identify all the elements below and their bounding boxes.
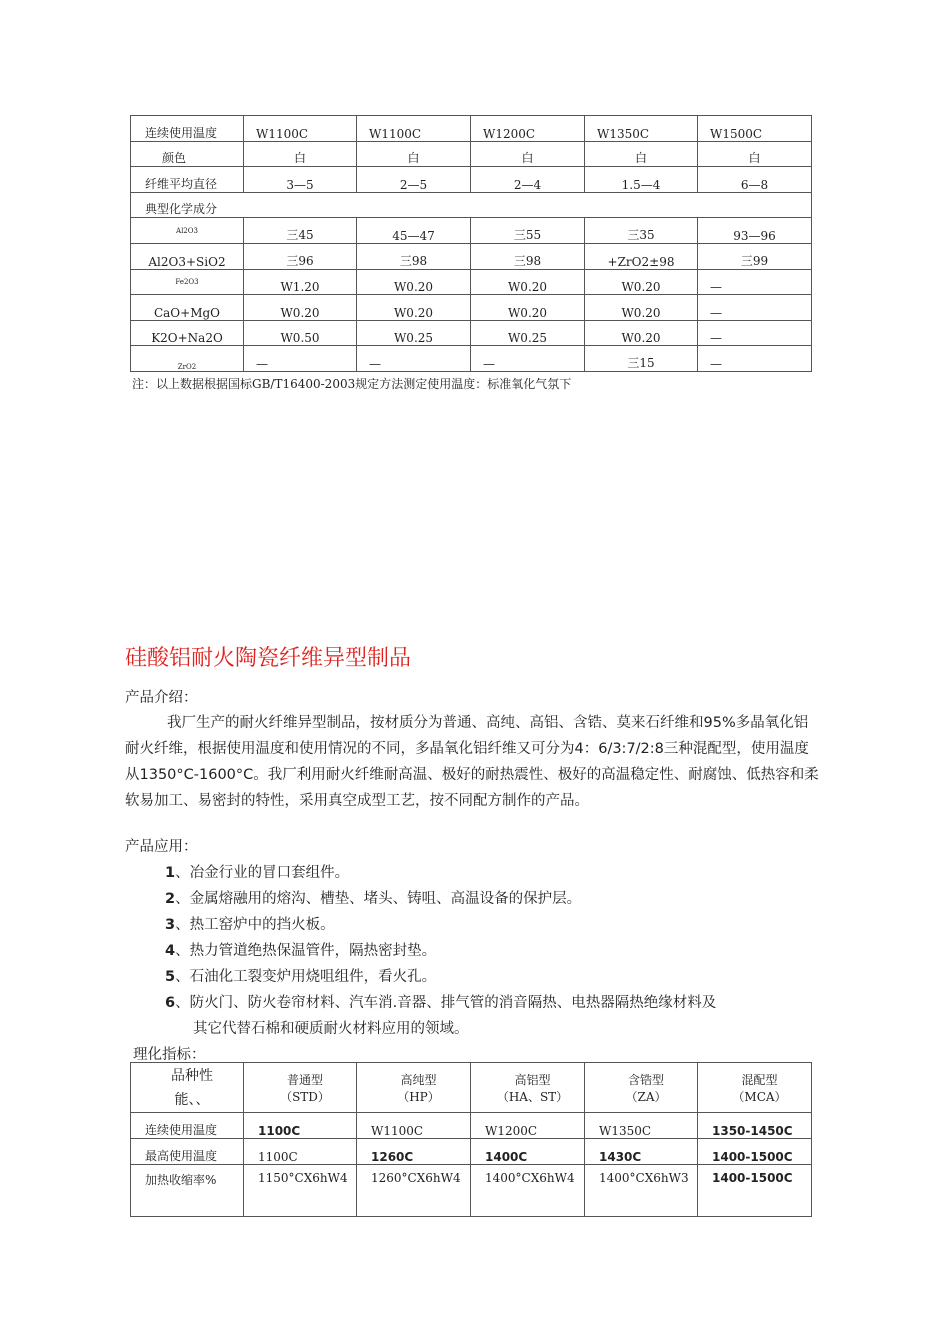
column-header: 含锆型 （ZA） — [585, 1063, 698, 1113]
table-cell: — — [698, 295, 812, 321]
table-cell: 三98 — [471, 243, 585, 269]
table-row — [131, 116, 812, 142]
spec-heading: 理化指标： — [133, 1047, 206, 1063]
row-label: 连续使用温度 — [131, 1113, 244, 1139]
table-cell: — — [244, 346, 357, 372]
table-cell: 三45 — [244, 218, 357, 244]
list-item: 3、热工窑炉中的挡火板。 — [165, 917, 335, 933]
column-header: 高纯型 （HP） — [357, 1063, 471, 1113]
table-cell: 1260C — [357, 1139, 471, 1165]
row-label: Al2O3+SiO2 — [131, 243, 244, 269]
list-item: 5、石油化工裂变炉用烧咀组件，看火孔。 — [165, 969, 437, 985]
application-list — [165, 860, 815, 1042]
table-row — [131, 1139, 812, 1165]
table-cell: 1150°CX6hW4 — [244, 1165, 357, 1217]
list-item: 2、金属熔融用的熔沟、槽垫、堵头、铸咀、高温设备的保护层。 — [165, 891, 582, 907]
list-item: 1、冶金行业的冒口套组件。 — [165, 865, 350, 881]
table-header-row — [131, 1063, 812, 1113]
table-cell: 1100C — [244, 1139, 357, 1165]
row-label: K2O+Na2O — [131, 320, 244, 346]
table-cell: 6—8 — [698, 167, 812, 193]
table-cell: W0.20 — [244, 295, 357, 321]
table-cell: 三96 — [244, 243, 357, 269]
table-cell: 1.5—4 — [585, 167, 698, 193]
row-label: CaO+MgO — [131, 295, 244, 321]
table-note: 注：以上数据根据国标GB/T16400-2003规定方法测定使用温度：标准氧化气氛下 — [132, 377, 572, 391]
table-cell: — — [471, 346, 585, 372]
row-label: 连续使用温度 — [131, 116, 244, 142]
table-row — [131, 218, 812, 244]
intro-heading: 产品介绍： — [125, 690, 198, 706]
table-cell: 1350-1450C — [698, 1113, 812, 1139]
list-item: 4、热力管道绝热保温管件，隔热密封垫。 — [165, 943, 437, 959]
table-cell: — — [698, 346, 812, 372]
table-cell: W1.20 — [244, 269, 357, 295]
table-cell: 三55 — [471, 218, 585, 244]
column-header: 混配型 （MCA） — [698, 1063, 812, 1113]
table-cell: 2—5 — [357, 167, 471, 193]
spec-table — [130, 1062, 812, 1217]
table-cell: 1260°CX6hW4 — [357, 1165, 471, 1217]
row-label: Al2O3 — [131, 218, 244, 244]
table-cell: +ZrO2±98 — [585, 243, 698, 269]
table-cell: 1400-1500C — [698, 1165, 812, 1217]
table-row — [131, 167, 812, 193]
table-cell: 白 — [698, 141, 812, 167]
table-cell: 三35 — [585, 218, 698, 244]
table-cell: W0.20 — [357, 269, 471, 295]
table-cell: W0.20 — [585, 269, 698, 295]
section-title: 硅酸铝耐火陶瓷纤维异型制品 — [125, 646, 412, 671]
list-item: 6、防火门、防火卷帘材料、汽车消.音器、排气管的消音隔热、电热器隔热绝缘材料及 其它代替石棉和硬质耐火材料应用的领域。 — [165, 995, 717, 1037]
row-label: 最高使用温度 — [131, 1139, 244, 1165]
table-cell: W1200C — [471, 1113, 585, 1139]
table-cell: 1430C — [585, 1139, 698, 1165]
row-label: 纤维平均直径 — [131, 167, 244, 193]
table-cell: 3—5 — [244, 167, 357, 193]
table-cell: 45—47 — [357, 218, 471, 244]
table-row — [131, 295, 812, 321]
table-cell: W1200C — [471, 116, 585, 142]
table-cell: 1400°CX6hW4 — [471, 1165, 585, 1217]
row-label: 颜色 — [131, 141, 244, 167]
row-label: 加热收缩率% — [131, 1165, 244, 1217]
column-header: 普通型 （STD） — [244, 1063, 357, 1113]
table-cell: 三98 — [357, 243, 471, 269]
table-cell: W0.20 — [585, 295, 698, 321]
table-row — [131, 1165, 812, 1217]
table-cell: — — [698, 320, 812, 346]
table-cell: 1100C — [244, 1113, 357, 1139]
table-cell: W0.50 — [244, 320, 357, 346]
table-cell: 白 — [471, 141, 585, 167]
table-cell: W1100C — [244, 116, 357, 142]
table-cell: W0.25 — [357, 320, 471, 346]
intro-paragraph: 我厂生产的耐火纤维异型制品，按材质分为普通、高纯、高铝、含锆、莫来石纤维和95%多晶氧化铝耐火纤维，根据使用温度和使用情况的不同，多晶氧化铝纤维又可分为4：6/3:7/2:8三种混配型，使用温度从1350°C-1600°C。我厂利用耐火纤维耐高温、极好的耐热震性、极好的高温稳定性、耐腐蚀、低热容和柔软易加工、易密封的特性，采用真空成型工艺，按不同配方制作的产品。 — [125, 715, 819, 809]
table-row — [131, 346, 812, 372]
table-row — [131, 1113, 812, 1139]
table-cell: W0.20 — [357, 295, 471, 321]
table-cell: W1350C — [585, 1113, 698, 1139]
table-cell: — — [698, 269, 812, 295]
application-heading: 产品应用： — [125, 839, 198, 855]
table-row — [131, 141, 812, 167]
table-row — [131, 269, 812, 295]
table-cell: 白 — [244, 141, 357, 167]
table-cell: W1350C — [585, 116, 698, 142]
table-row — [131, 243, 812, 269]
table-cell: 三15 — [585, 346, 698, 372]
table-cell: 三99 — [698, 243, 812, 269]
table-cell: 1400°CX6hW3 — [585, 1165, 698, 1217]
table-cell: 93—96 — [698, 218, 812, 244]
row-label: Fe2O3 — [131, 269, 244, 295]
corner-header: 品种性 能、、 — [131, 1063, 244, 1113]
table-cell: W0.20 — [471, 295, 585, 321]
table-cell: W1100C — [357, 1113, 471, 1139]
table-cell: W0.20 — [471, 269, 585, 295]
table-row — [131, 320, 812, 346]
column-header: 高铝型 （HA、ST） — [471, 1063, 585, 1113]
table-cell: W0.20 — [585, 320, 698, 346]
table-cell: — — [357, 346, 471, 372]
table-cell: W1100C — [357, 116, 471, 142]
row-label: ZrO2 — [131, 346, 244, 372]
table-cell: 2—4 — [471, 167, 585, 193]
table-cell: 1400C — [471, 1139, 585, 1165]
table-cell: 白 — [585, 141, 698, 167]
table-cell: 白 — [357, 141, 471, 167]
composition-label: 典型化学成分 — [131, 192, 812, 218]
composition-table — [130, 115, 812, 372]
table-cell: W0.25 — [471, 320, 585, 346]
table-cell: 1400-1500C — [698, 1139, 812, 1165]
table-cell: W1500C — [698, 116, 812, 142]
table-row — [131, 192, 812, 218]
